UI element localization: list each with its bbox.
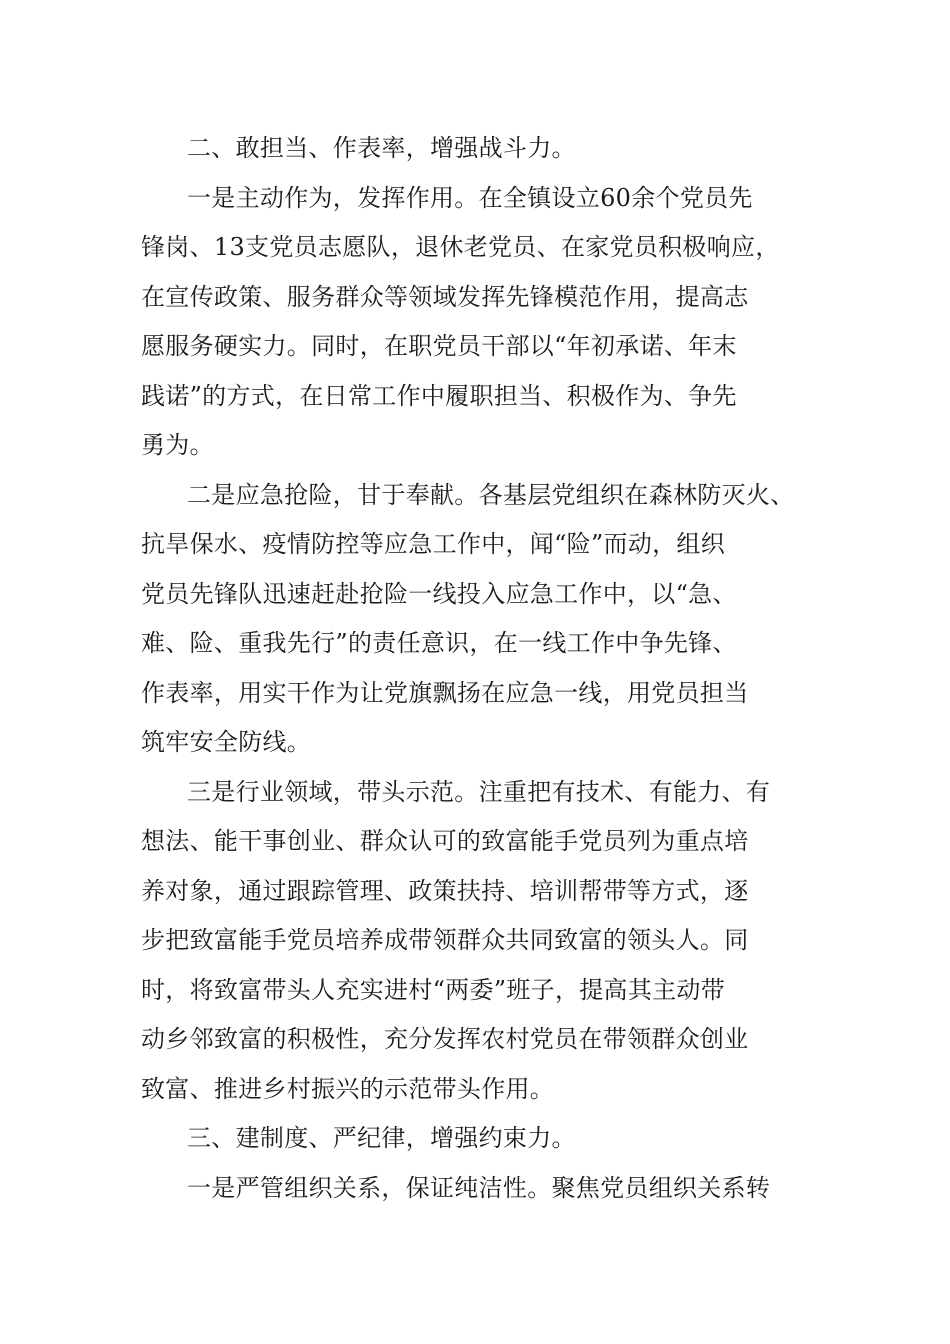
paragraph-line: 党员先锋队迅速赶赴抢险一线投入应急工作中，以“急、 (141, 579, 737, 608)
paragraph-line: 动乡邻致富的积极性，充分发挥农村党员在带领群众创业 (141, 1025, 749, 1053)
paragraph-line: 步把致富能手党员培养成带领群众共同致富的领头人。同 (141, 926, 749, 954)
paragraph-line: 养对象，通过跟踪管理、政策扶持、培训帮带等方式，逐 (141, 876, 749, 905)
paragraph-line: 时，将致富带头人充实进村“两委”班子，提高其主动带 (141, 975, 726, 1004)
paragraph-line: 在宣传政策、服务群众等领域发挥先锋模范作用，提高志 (141, 282, 749, 311)
paragraph-line: 践诺”的方式，在日常工作中履职担当、积极作为、争先 (141, 381, 737, 410)
paragraph-line: 作表率，用实干作为让党旗飘扬在应急一线，用党员担当 (141, 678, 749, 707)
paragraph-line: 锋岗、13支党员志愿队，退休老党员、在家党员积极响应， (141, 233, 780, 261)
paragraph-line: 愿服务硬实力。同时，在职党员干部以“年初承诺、年末 (141, 332, 737, 360)
paragraph-line: 抗旱保水、疫情防控等应急工作中，闻“险”而动，组织 (141, 530, 726, 558)
paragraph-line: 勇为。 (141, 431, 214, 459)
section-heading-3: 三、建制度、严纪律，增强约束力。 (187, 1124, 576, 1152)
section-heading-2: 二、敢担当、作表率，增强战斗力。 (187, 134, 576, 162)
paragraph-line: 致富、推进乡村振兴的示范带头作用。 (141, 1074, 555, 1103)
paragraph-line: 一是严管组织关系，保证纯洁性。聚焦党员组织关系转 (187, 1173, 771, 1202)
paragraph-line: 一是主动作为，发挥作用。在全镇设立60余个党员先 (187, 183, 753, 212)
paragraph-line: 难、险、重我先行”的责任意识，在一线工作中争先锋、 (141, 629, 737, 657)
document-body (141, 124, 831, 1213)
paragraph-line: 筑牢安全防线。 (141, 728, 312, 756)
paragraph-line: 三是行业领域，带头示范。注重把有技术、有能力、有 (187, 777, 771, 806)
paragraph-line: 二是应急抢险，甘于奉献。各基层党组织在森林防灭火、 (187, 480, 795, 509)
paragraph-line: 想法、能干事创业、群众认可的致富能手党员列为重点培 (141, 827, 749, 855)
